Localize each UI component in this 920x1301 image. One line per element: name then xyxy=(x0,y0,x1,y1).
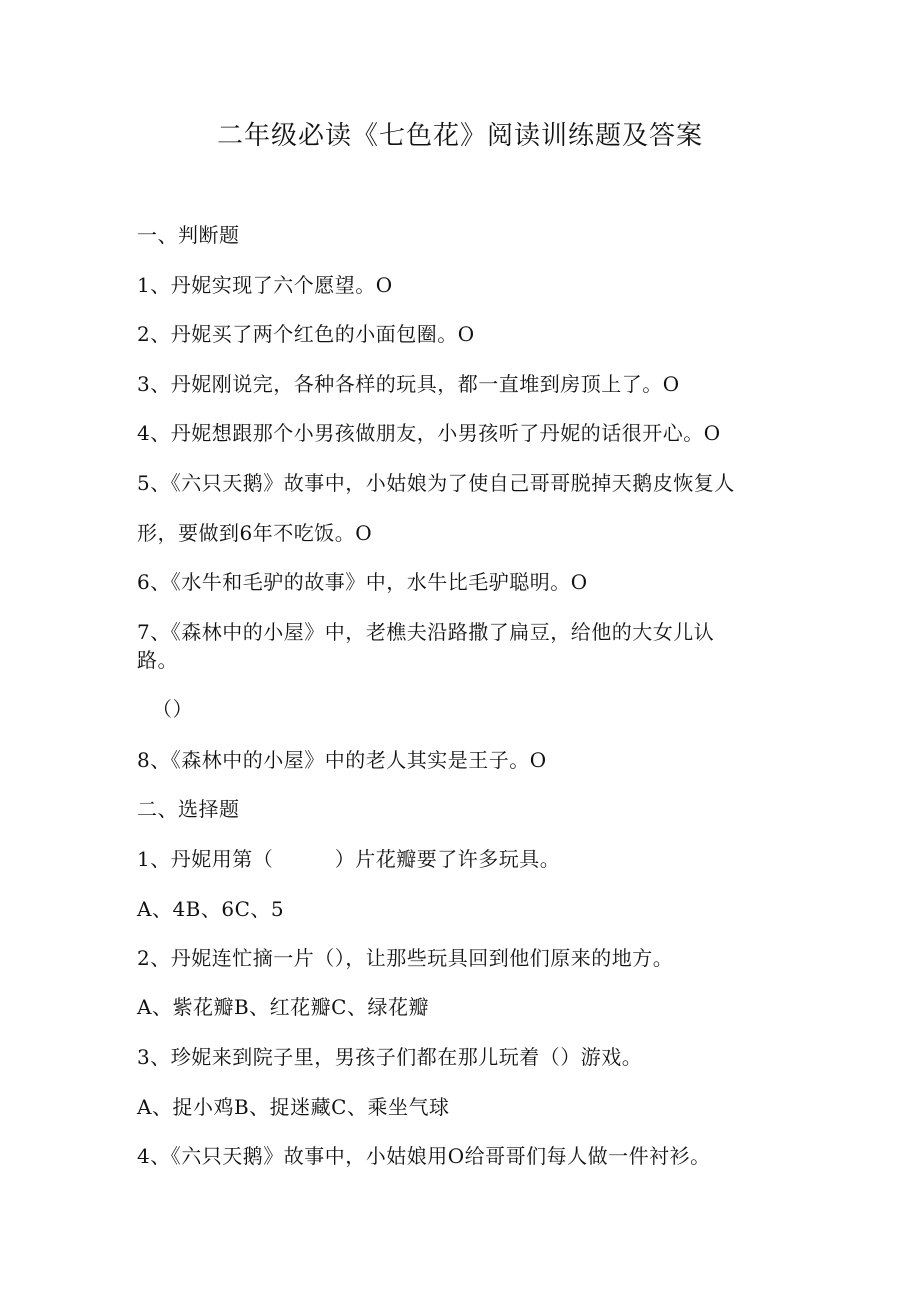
answer-options: A、紫花瓣B、红花瓣C、绿花瓣 xyxy=(137,995,429,1019)
question-item: 5、《六只天鹅》故事中，小姑娘为了使自己哥哥脱掉天鹅皮恢复人 xyxy=(137,471,735,495)
question-item: 4、《六只天鹅》故事中，小姑娘用O给哥哥们每人做一件衬衫。 xyxy=(137,1144,711,1168)
section-heading-choice: 二、选择题 xyxy=(137,797,240,821)
question-item: 8、《森林中的小屋》中的老人其实是王子。O xyxy=(137,748,547,772)
question-item: 1、丹妮实现了六个愿望。O xyxy=(137,273,393,297)
question-item: 3、珍妮来到院子里，男孩子们都在那儿玩着（）游戏。 xyxy=(137,1045,643,1069)
answer-blank: （） xyxy=(152,697,193,721)
question-item: 2、丹妮买了两个红色的小面包圈。O xyxy=(137,322,475,346)
question-item: 6、《水牛和毛驴的故事》中，水牛比毛驴聪明。O xyxy=(137,570,588,594)
question-item-continuation: 形，要做到6年不吃饭。O xyxy=(137,521,373,545)
question-item-continuation: 路。 xyxy=(137,648,178,672)
question-item: 2、丹妮连忙摘一片（），让那些玩具回到他们原来的地方。 xyxy=(137,946,674,970)
answer-options: A、4B、6C、5 xyxy=(137,897,285,921)
question-item: 7、《森林中的小屋》中，老樵夫沿路撒了扁豆，给他的大女儿认 xyxy=(137,620,715,644)
page-title: 二年级必读《七色花》阅读训练题及答案 xyxy=(216,121,703,151)
question-item: 4、丹妮想跟那个小男孩做朋友，小男孩听了丹妮的话很开心。O xyxy=(137,421,721,445)
question-item: 3、丹妮刚说完，各种各样的玩具，都一直堆到房顶上了。O xyxy=(137,372,680,396)
question-item: 1、丹妮用第（ ）片花瓣要了许多玩具。 xyxy=(137,847,561,871)
section-heading-judgment: 一、判断题 xyxy=(137,223,240,247)
answer-options: A、捉小鸡B、捉迷藏C、乘坐气球 xyxy=(137,1095,450,1119)
